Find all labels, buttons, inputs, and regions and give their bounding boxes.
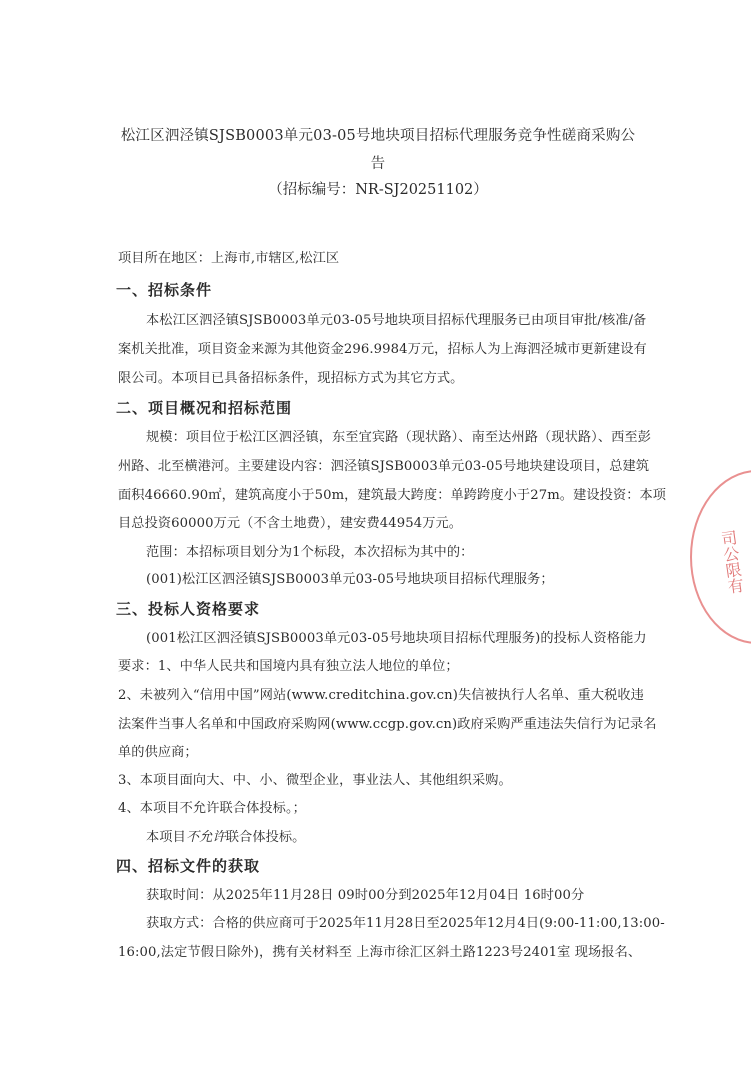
section-2-line-1: 规模：项目位于松江区泗泾镇，东至宜宾路（现状路）、南至达州路（现状路）、西至彭 <box>146 430 652 445</box>
section-2-line-2: 州路、北至横港河。主要建设内容：泗泾镇SJSB0003单元03-05号地块建设项目，总建筑 <box>118 459 650 474</box>
document-title <box>112 122 644 178</box>
section-3-line-8-emphasis: 不允许 <box>185 830 226 845</box>
section-3-line-6: 3、本项目面向大、中、小、微型企业，事业法人、其他组织采购。 <box>118 773 512 788</box>
section-2-heading: 二、项目概况和招标范围 <box>116 399 293 417</box>
tender-code: （招标编号：NR-SJ20251102） <box>268 182 488 198</box>
section-2-line-4: 目总投资60000万元（不含土地费），建安费44954万元。 <box>118 516 463 531</box>
section-3-heading: 三、投标人资格要求 <box>116 600 261 618</box>
title-line-2: 告 <box>370 156 386 172</box>
section-2-line-6: (001)松江区泗泾镇SJSB0003单元03-05号地块项目招标代理服务； <box>146 572 554 587</box>
section-3-line-2: 要求：1、中华人民共和国境内具有独立法人地位的单位； <box>118 659 459 674</box>
section-1-line-1: 本松江区泗泾镇SJSB0003单元03-05号地块项目招标代理服务已由项目审批/核准/备 <box>146 313 647 328</box>
section-4-line-3: 16:00,法定节假日除外)，携有关材料至 上海市徐汇区斜土路1223号2401室 现场报名、 <box>118 945 642 960</box>
section-3-line-5: 单的供应商； <box>118 745 198 760</box>
section-1-line-2: 案机关批准，项目资金来源为其他资金296.9984万元，招标人为上海泗泾城市更新建设有 <box>118 342 647 357</box>
section-3-line-4: 法案件当事人名单和中国政府采购网(www.ccgp.gov.cn)政府采购严重违法失信行为记录名 <box>118 717 657 732</box>
section-2-line-3: 面积46660.90㎡，建筑高度小于50m，建筑最大跨度：单跨跨度小于27m。建设投资：本项 <box>118 488 667 503</box>
section-3-line-3: 2、未被列入“信用中国”网站(www.creditchina.gov.cn)失信被执行人名单、重大税收违 <box>118 688 644 703</box>
section-4-line-1: 获取时间：从2025年11月28日 09时00分到2025年12月04日 16时00分 <box>146 888 585 903</box>
section-3-line-7: 4、本项目不允许联合体投标。； <box>118 801 306 816</box>
section-3-line-8-part-c: 联合体投标。 <box>225 830 306 845</box>
project-region: 项目所在地区：上海市,市辖区,松江区 <box>118 251 340 266</box>
company-seal-text: 司公限有 <box>717 528 746 595</box>
section-4-heading: 四、招标文件的获取 <box>116 857 261 875</box>
section-3-line-8 <box>146 828 305 848</box>
section-1-heading: 一、招标条件 <box>116 281 213 299</box>
section-3-line-1: (001松江区泗泾镇SJSB0003单元03-05号地块项目招标代理服务)的投标人资格能力 <box>146 631 647 646</box>
section-3-line-8-part-a: 本项目 <box>146 830 186 845</box>
section-1-line-3: 限公司。本项目已具备招标条件，现招标方式为其它方式。 <box>118 371 464 386</box>
section-2-line-5: 范围：本招标项目划分为1个标段，本次招标为其中的： <box>146 545 474 560</box>
section-4-line-2: 获取方式：合格的供应商可于2025年11月28日至2025年12月4日(9:00-11:00,13:00- <box>146 916 665 931</box>
title-line-1: 松江区泗泾镇SJSB0003单元03-05号地块项目招标代理服务竞争性磋商采购公 <box>120 128 636 144</box>
